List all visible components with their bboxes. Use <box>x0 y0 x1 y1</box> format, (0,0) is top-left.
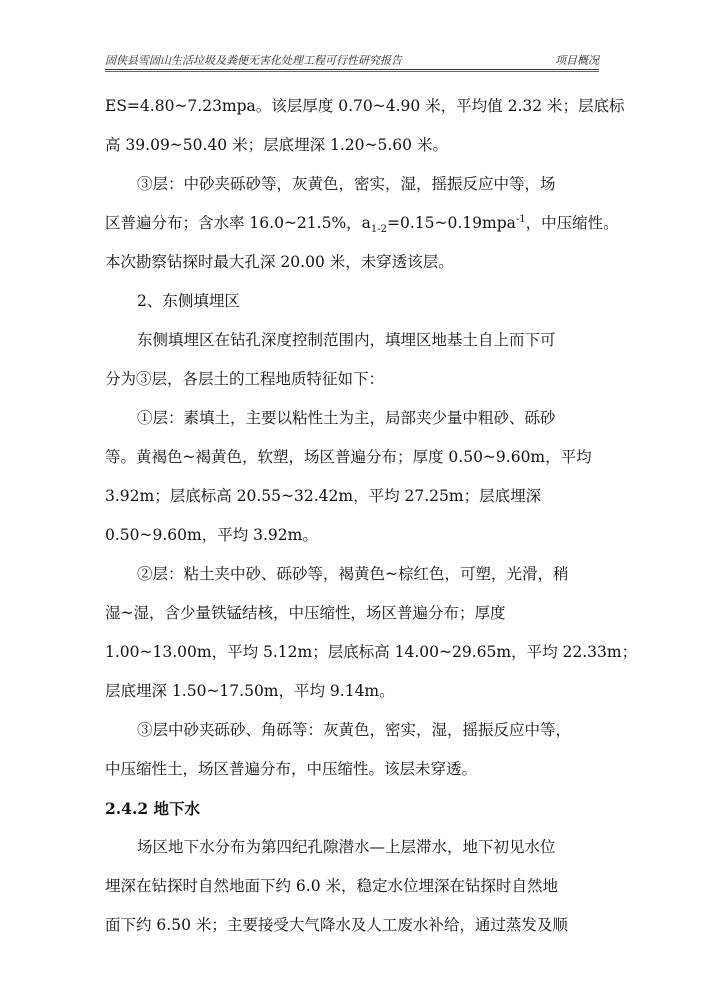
document-body <box>105 87 638 945</box>
text-line: 层底埋深 1.50~17.50m，平均 9.14m。 <box>105 682 395 700</box>
subscript: 1-2 <box>370 224 388 236</box>
text-line: ②层：粘土夹中砂、砾砂等，褐黄色~棕红色，可塑，光滑，稍 <box>137 565 569 583</box>
text-line: 埋深在钻探时自然地面下约 6.0 米，稳定水位埋深在钻探时自然地 <box>105 877 559 895</box>
text-segment: ，中压缩性。 <box>525 214 619 232</box>
text-line: 高 39.09~50.40 米；层底埋深 1.20~5.60 米。 <box>105 136 448 154</box>
text-line: ③层中砂夹砾砂、角砾等：灰黄色，密实，湿，摇振反应中等， <box>137 721 572 739</box>
text-line: 东侧填埋区在钻孔深度控制范围内，填埋区地基土自上而下可 <box>137 331 556 349</box>
text-line: 面下约 6.50 米；主要接受大气降水及人工废水补给，通过蒸发及顺 <box>105 916 568 934</box>
superscript: -1 <box>515 213 526 225</box>
text-line: 0.50~9.60m，平均 3.92m。 <box>105 526 318 544</box>
header-section: 项目概况 <box>555 54 599 67</box>
text-segment: 区普遍分布；含水率 16.0~21.5%，a <box>105 214 371 232</box>
text-line: ①层：素填土，主要以粘性土为主，局部夹少量中粗砂、砾砂 <box>137 409 556 427</box>
text-line: ES=4.80~7.23mpa。该层厚度 0.70~4.90 米，平均值 2.32 米；层底标 <box>105 97 625 115</box>
text-line: 场区地下水分布为第四纪孔隙潜水—上层滞水，地下初见水位 <box>137 838 556 856</box>
text-line <box>105 204 619 243</box>
page-header <box>105 51 599 70</box>
header-title: 固侠县雪固山生活垃圾及粪便无害化处理工程可行性研究报告 <box>105 54 402 67</box>
text-line: 湿~湿，含少量铁锰结核，中压缩性，场区普遍分布；厚度 <box>105 604 506 622</box>
text-line: 分为③层，各层土的工程地质特征如下： <box>105 370 385 388</box>
text-line: 中压缩性土，场区普遍分布，中压缩性。该层未穿透。 <box>105 760 478 778</box>
text-line: 本次勘察钻探时最大孔深 20.00 米，未穿透该层。 <box>105 253 454 271</box>
text-segment: =0.15~0.19mpa <box>387 214 516 232</box>
text-line: 等。黄褐色~褐黄色，软塑，场区普遍分布；厚度 0.50~9.60m，平均 <box>105 448 592 466</box>
section-heading: 2.4.2 地下水 <box>105 799 201 818</box>
text-line: 2、东侧填埋区 <box>137 292 240 310</box>
text-line: 1.00~13.00m，平均 5.12m；层底标高 14.00~29.65m，平均 22.33m； <box>105 643 638 661</box>
text-line: ③层：中砂夹砾砂等，灰黄色，密实，湿，摇振反应中等，场 <box>137 175 556 193</box>
text-line: 3.92m；层底标高 20.55~32.42m，平均 27.25m；层底埋深 <box>105 487 542 505</box>
